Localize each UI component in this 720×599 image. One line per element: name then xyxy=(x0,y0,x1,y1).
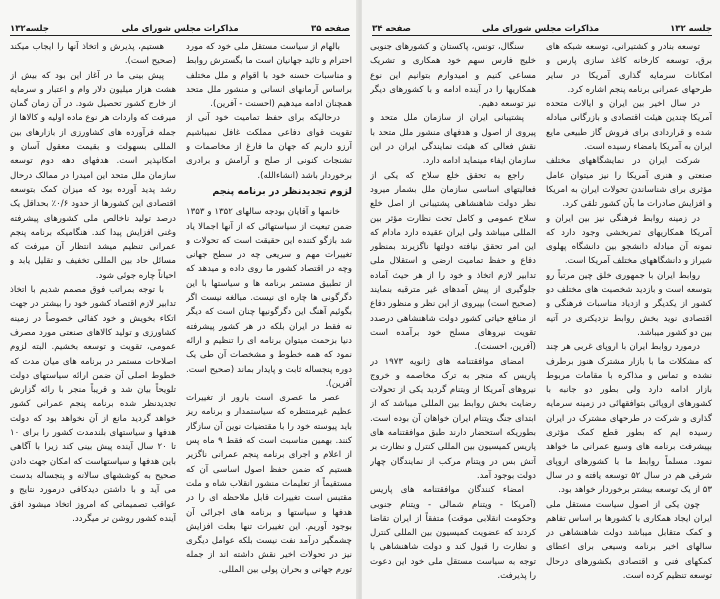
running-title: مذاکرات مجلس شورای ملی xyxy=(121,24,239,34)
left-page xyxy=(0,0,358,599)
session-number: جلسه۱۳۲ xyxy=(10,24,49,34)
paragraph: روابط ایران با جمهوری خلق چین مرتباً رو بتوسعه است و بازدید شخصیت های مختلف دو کشور از یکدیگر و ازدیاد مناسبات فرهنگی و اقتصادی نوید بخش روابط نزدیکتری در آتیه بین دو کشور میباشد. xyxy=(546,270,712,338)
paragraph: پشتیبانی ایران از سازمان ملل متحد و پیروی از اصول و هدفهای منشور ملل متحد با نقش فعالی که هیئت نمایندگی ایران در این سازمان ایفاء مینماید ادامه دارد. xyxy=(370,113,536,167)
paragraph: چون یکی از اصول سیاست مستقل ملی ایران ایجاد همکاری با کشورها بر اساس تفاهم و کمک متقابل میباشد دولت شاهنشاهی در سالهای اخیر برنامه وسیعی برای اعطای کمکهای فنی و اقتصادی بکشورهای درحال توسعه تنظیم کرده است. xyxy=(546,499,712,581)
paragraph: پیش بینی ما در آغاز این بود که بیش از هشت هزار میلیون دلار وام و اعتبار و سرمایه از خارج کشور تحصیل شود. در آن زمان گمان میرفت که واردات هر نوع ماده اولیه و کالاها از جمله فرآورده های کشاورزی از بازارهای بین المللی بسهولت و بقیمت معقول آسان و امکانپذیر است. هدفهای دهه دوم توسعه سازمان ملل متحد این امیدرا در ممالک درحال رشد پدید آورده بود که میزان کمک بتوسعه اقتصادی این کشورها از حدود ۰/۶٪ بحداقل یک درصد تولید ناخالص ملی کشورهای پیشرفته وغنی افزایش پیدا کند. هنگامیکه برنامه پنجم عمرانی تنظیم میشد انتظار آن میرفت که مسائل حاد بین المللی تخفیف و تقلیل یابد و احیاناً چاره جوئی شود. xyxy=(10,70,176,281)
paragraph: راجع به تحقق خلع سلاح که یکی از فعالیتهای اساسی سازمان ملل بشمار میرود نظر دولت شاهنشاهی پشتیبانی از اصل خلع سلاح عمومی و کامل تحت نظارت مؤثر بین المللی میباشد ولی ایران عقیده دارد مادام که این امر تحقق نیافته دولتها ناگزیرند بمنظور دفاع و حفظ تمامیت ارضی و استقلال ملی تدابیر لازم اتخاذ و خود را از هر حیث آماده جلوگیری از پیش آمدهای غیر مترقبه بنمایند (صحیح است) بپیروی از این نظر و منظور دفاع از منافع حیاتی کشور دولت شاهنشاهی درصدد تقویت نیروهای مسلح خود برآمده است (آفرین، احسنت). xyxy=(370,170,536,353)
page-header xyxy=(372,22,712,36)
paragraph: بالهام از سیاست مستقل ملی خود که مورد احترام و تائید جهانیان است ما بگسترش روابط و مناسبات حسنه خود با اقوام و ملل مختلف براساس آرمانهای انسانی و منشور ملل متحد همچنان ادامه میدهیم (احسنت - آفرین). xyxy=(186,42,352,110)
session-number: جلسه ۱۳۲ xyxy=(670,24,712,34)
text-column xyxy=(546,40,712,592)
paragraph: هستیم، پذیرش و اتخاذ آنها را ایجاب میکند (صحیح است). xyxy=(10,42,176,67)
paragraph: سنگال، تونس، پاکستان و کشورهای جنوبی خلیج فارس سهم خود همکاری و تشریک مساعی کنیم و امیدوارم بتوانیم این نوع همکاریها را در آینده ادامه و با کشورهای دیگر نیز توسعه دهیم. xyxy=(370,42,536,110)
text-column xyxy=(10,40,176,592)
paragraph: درحالیکه برای حفظ تمامیت خود آنی از تقویت قوای دفاعی مملکت غافل نمیباشیم آرزو داریم که جهان ما فارغ از مخاصمات و تشنجات کنونی از صلح و آرامش و برادری برخوردار باشد (انشاءالله). xyxy=(186,113,352,181)
page-header xyxy=(10,22,350,36)
paragraph: خانمها و آقایان بودجه سالهای ۱۳۵۲ و ۱۳۵۳ ضمن تبعیت از سیاستهائی که از آنها اجمالا یاد شد بازگو کننده این حقیقت است که تحولات و تغییرات مهم و سریعی چه در سطح جهانی وچه در اقتصاد کشور ما روی داده و میدهد که از تطبیق مستمر برنامه ها و سیاستها با این دگرگونی ها چاره ای نیست. مبالغه نیست اگر بگوئیم آهنگ این دگرگونیها چنان است که دیگر نه فقط در ایران بلکه در هر کشور پیشرفته دنیا بزحمت میتوان برنامه ای را تنظیم و ارائه نمود که همه خطوط و مشخصات آن طی یک دوره پنجساله ثابت و پایدار بماند (صحیح است. آفرین). xyxy=(186,207,352,389)
text-column xyxy=(186,40,352,592)
paragraph: امضای موافقتنامه های ژانویه ۱۹۷۳ در پاریس که منجر به ترک مخاصمه و خروج نیروهای آمریکا از ویتنام گردید یکی از تحولات رضایت بخش روابط بین المللی میباشد که از ابتدای جنگ ویتنام ایران خواهان آن بوده است. بطوریکه استحضار دارند طبق موافقتنامه های پاریس کمیسیون بین المللی کنترل و نظارت بر آتش بس در ویتنام مرکب از نمایندگان چهار دولت بوجود آمد. xyxy=(370,356,536,481)
section-heading: لزوم تجدیدنظر در برنامه پنجم xyxy=(212,185,352,197)
paragraph: شرکت ایران در نمایشگاههای مختلف صنعتی و هنری آمریکا را نیز میتوان عامل مؤثری برای شناساندن تحولات ایران به امریکا و افزایش صادرات ما بآن کشور تلقی کرد. xyxy=(546,156,712,210)
page-number: صفحه ۳۵ xyxy=(311,24,350,34)
paragraph: درمورد روابط ایران با اروپای غربی هر چند که مشکلات ما با بازار مشترک هنوز برطرف نشده و تماس و مذاکره با مقامات مربوط بازار ادامه دارد ولی بطور دو جانبه با کشورهای اروپائی بتوافقهائی در زمینه سرمایه گذاری و شرکت در طرحهای مشترک در ایران رسیده ایم که بطور قطع کمک مؤثری بپیشرفت برنامه های وسیع عمرانی ما خواهد نمود. مسلماً روابط ما با کشورهای اروپای شرقی هم در سال ۵۲ توسعه یافته و در سال ۵۳ از یک توسعه بیشتر برخوردار خواهد بود. xyxy=(546,342,712,496)
paragraph: امضاء کنندگان موافقتنامه های پاریس (آمریکا - ویتنام شمالی - ویتنام جنوبی وحکومت انقلابی موقت) متفقاً از ایران تقاضا کردند که عضویت کمیسیون بین المللی کنترل و نظارت را قبول کند و دولت شاهنشاهی با توجه به سیاست مستقل ملی خود این دعوت را پذیرفت. xyxy=(370,485,536,581)
page-number: صفحه ۳۴ xyxy=(372,24,411,34)
paragraph: با توجه بمراتب فوق مصمم شدیم با اتخاذ تدابیر لازم اقتصاد کشور خود را بیشتر در جهت اتکاء بخویش و خود کفائی خصوصاً در زمینه کشاورزی و تولید کالاهای صنعتی مورد مصرف عمومی، تقویت و توسعه بخشیم. البته لزوم اصلاحات مستمر در برنامه های میان مدت که خطوط اصلی آن ضمن ارائه سیاستهای دولت تلویحاً بیان شد و قریباً منجر با رائه گزارش تجدیدنظر شده برنامه پنجم عمرانی کشور خواهد گردید مانع از آن نخواهد بود که دولت هدفها و سیاستهای بلندمدت کشور را برای ۱۰ تا ۲۰ سال آینده پیش بینی کند زیرا با آگاهی باین هدفها و سیاستهاست که امکان جهت دادن صحیح به کوششهای سالانه و پنجساله بدست می آید و با داشتن دیدکافی درمورد نتایج و عواقب تصمیماتی که امروز اتخاذ میشود افق آینده کشور روشن تر میگردد. xyxy=(10,285,176,524)
text-column xyxy=(370,40,536,592)
right-page xyxy=(362,0,720,599)
paragraph: در زمینه روابط فرهنگی نیز بین ایران و آمریکا همکاریهای ثمربخشی وجود دارد که نمونه آن مبادله دانشجو بین دانشگاه پهلوی شیراز و دانشگاههای مختلف آمریکا است. xyxy=(546,213,712,267)
paragraph: عصر ما عصری است بارور از تغییرات عظیم غیرمنتظره که سیاستمدار و برنامه ریز باید پیوسته خود را با مقتضیات نوین آن سازگار کنند. بهمین مناسبت است که فقط ۹ ماه پس از اعلام و اجرای برنامه پنجم عمرانی ناگزیر هستیم که ضمن حفظ اصول اساسی آن که مستقیماً از تعلیمات منشور انقلاب شاه و ملت مقتبس است تغییرات قابل ملاحظه ای را در هدفها و سیاستها و برنامه های اجرائی آن بوجود آوریم. این تغییرات تنها بعلت افزایش چشمگیر درآمد نفت نیست بلکه عوامل دیگری نیز در تحولات اخیر نقش داشته اند از جمله تورم جهانی و بحران پولی بین المللی. xyxy=(186,393,352,575)
running-title: مذاکرات مجلس شورای ملی xyxy=(481,24,600,34)
paragraph: در سال اخیر بین ایران و ایالات متحده آمریکا چندین هیئت اقتصادی و بازرگانی مبادله شده و قراردادی برای فروش گاز طبیعی مایع ایران به آمریکا بامضاء رسیده است. xyxy=(546,99,712,153)
paragraph: توسعه بنادر و کشتیرانی، توسعه شبکه های برق، توسعه کارخانه کاغذ سازی پارس و امکانات سرمایه گذاری آمریکا در سایر طرحهای عمرانی برنامه پنجم اشاره کرد. xyxy=(546,42,712,95)
